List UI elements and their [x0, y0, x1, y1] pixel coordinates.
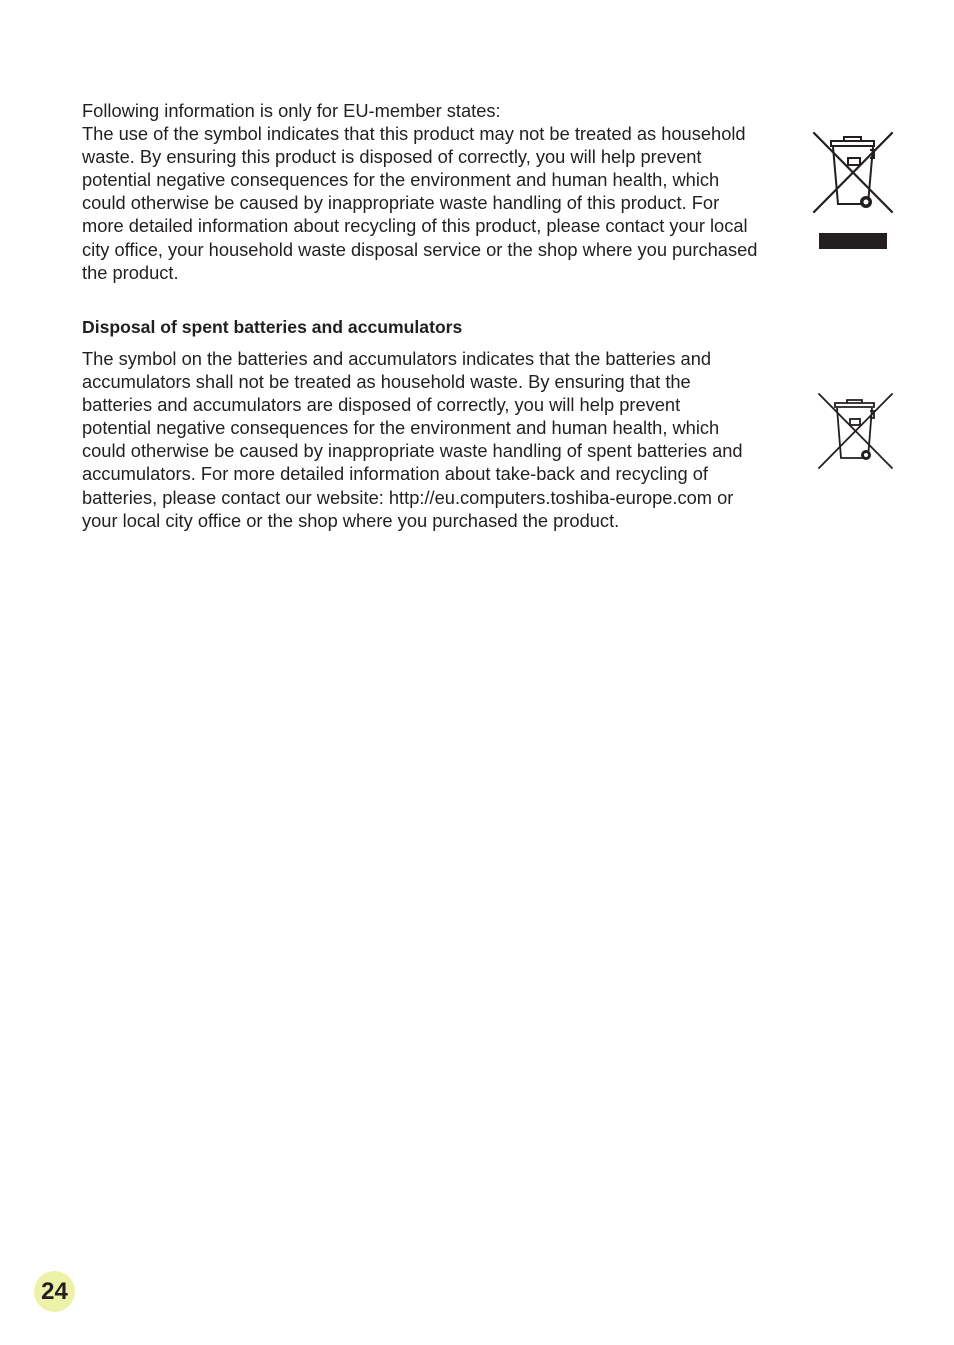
text-line: The symbol on the batteries and accumulators indicates that the batteries and [82, 348, 712, 369]
text-line: accumulators. For more detailed information about take-back and recycling of [82, 463, 708, 485]
crossed-out-battery-bin-icon [816, 392, 894, 470]
text-line: your local city office or the shop where you purchased the product. [82, 509, 620, 531]
text-line: batteries, please contact our website: http://eu.computers.toshiba-europe.com or [82, 486, 734, 508]
crossed-out-wheelie-bin-icon [810, 130, 896, 218]
text-line: waste. By ensuring this product is disposed of correctly, you will help prevent [82, 146, 702, 168]
text-line: the product. [82, 261, 179, 283]
text-line: could otherwise be caused by inappropriate waste handling of spent batteries and [82, 440, 743, 462]
section-heading: Disposal of spent batteries and accumulators [82, 317, 463, 337]
text-line: city office, your household waste disposal service or the shop where you purchased [82, 238, 758, 260]
battery-disposal-paragraph [82, 347, 743, 532]
eu-notice-paragraph [82, 99, 757, 284]
text-line: batteries and accumulators are disposed of correctly, you will help prevent [82, 394, 681, 416]
page-number-badge [34, 1271, 75, 1312]
page-number: 24 [41, 1277, 68, 1305]
text-line: potential negative consequences for the environment and human health, which [82, 417, 720, 439]
solid-bar-marking [819, 233, 887, 249]
text-line: The use of the symbol indicates that this product may not be treated as household [82, 123, 746, 145]
text-line: potential negative consequences for the environment and human health, which [82, 169, 720, 191]
text-line: Following information is only for EU-member states: [82, 100, 501, 121]
text-line: could otherwise be caused by inappropriate waste handling of this product. For [82, 192, 720, 214]
text-line: more detailed information about recycling of this product, please contact your local [82, 215, 748, 237]
text-line: accumulators shall not be treated as household waste. By ensuring that the [82, 371, 691, 393]
